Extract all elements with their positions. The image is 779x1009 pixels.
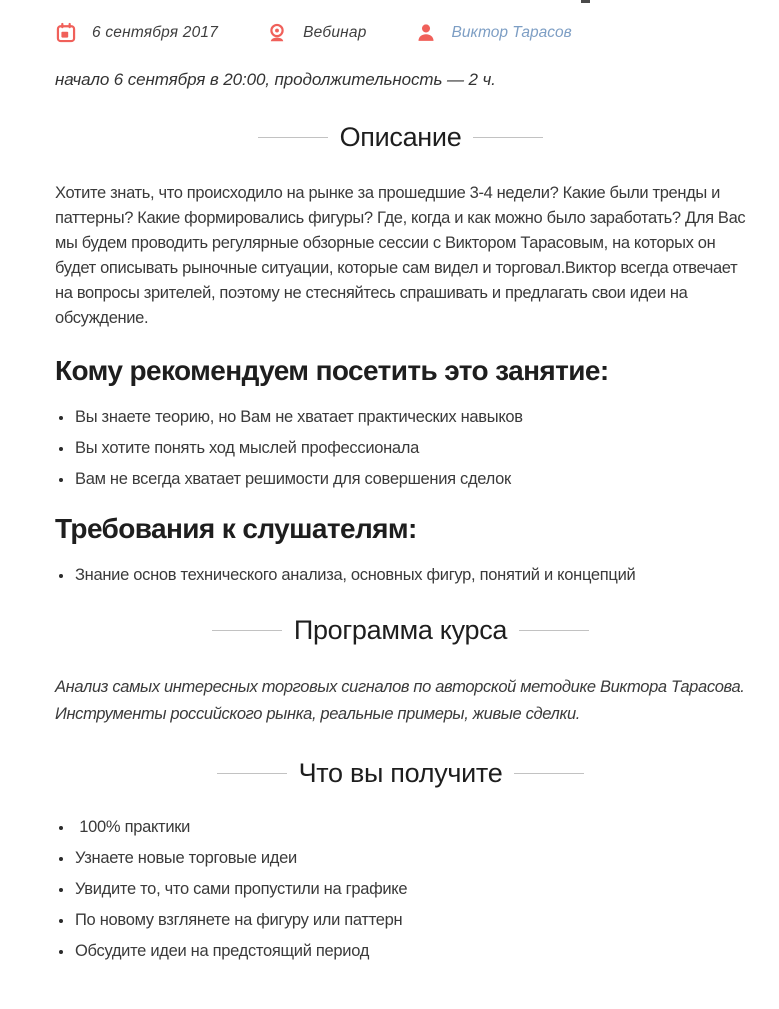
list-item: • Обсудите идеи на предстоящий период: [74, 941, 746, 961]
list-item: • Вы хотите понять ход мыслей профессионала: [74, 438, 746, 458]
divider-line-right: [473, 137, 543, 138]
requirements-heading: Требования к слушателям:: [55, 513, 417, 544]
divider-line-left: [217, 773, 287, 774]
divider-line-right: [519, 630, 589, 631]
divider-line-left: [258, 137, 328, 138]
event-date-label: 6 сентября 2017: [92, 24, 219, 41]
list-item: • 100% практики: [74, 817, 746, 837]
author-link[interactable]: Виктор Тарасов: [451, 24, 572, 41]
audience-heading: Кому рекомендуем посетить это занятие:: [55, 355, 609, 386]
webcam-icon: [266, 22, 288, 44]
event-format: [266, 22, 366, 44]
requirements-list: [55, 565, 746, 585]
program-text: Анализ самых интересных торговых сигналов по авторской методике Виктора Тарасова. Инструменты российского рынка, реальные примеры, живые сделки.: [55, 678, 745, 723]
benefits-title: Что вы получите: [298, 758, 503, 788]
audience-list: [55, 407, 746, 489]
list-item: • Знание основ технического анализа, основных фигур, понятий и концепций: [74, 565, 746, 585]
schedule-line: начало 6 сентября в 20:00, продолжительность — 2 ч.: [55, 70, 496, 89]
list-item: • Увидите то, что сами пропустили на графике: [74, 879, 746, 899]
event-date: [55, 22, 218, 44]
divider-line-left: [212, 630, 282, 631]
calendar-icon: [55, 22, 77, 44]
cropped-text-remnant: [581, 0, 590, 3]
person-icon: [415, 22, 437, 44]
section-title-benefits: [55, 758, 746, 789]
description-text: Хотите знать, что происходило на рынке за прошедшие 3-4 недели? Какие были тренды и паттерны? Какие формировались фигуры? Где, когда и как можно было заработать? Для Вас мы будем проводить регулярные обзорные сессии с Виктором Тарасовым, на которых он будет описывать рыночные ситуации, которые сам видел и торговал.Виктор всегда отвечает на вопросы зрителей, поэтому не стесняйтесь спрашивать и предлагать свои идеи на обсуждение.: [55, 184, 746, 327]
event-format-label: Вебинар: [303, 24, 367, 41]
benefits-list: [55, 817, 746, 961]
list-item: • Вы знаете теорию, но Вам не хватает практических навыков: [74, 407, 746, 427]
event-author: [415, 22, 572, 44]
list-item: • Вам не всегда хватает решимости для совершения сделок: [74, 469, 746, 489]
program-title: Программа курса: [293, 615, 508, 645]
section-title-program: [55, 615, 746, 646]
list-item: • По новому взглянете на фигуру или паттерн: [74, 910, 746, 930]
event-meta-row: [55, 22, 746, 44]
description-title: Описание: [339, 122, 462, 152]
divider-line-right: [514, 773, 584, 774]
section-title-description: [55, 122, 746, 153]
list-item: • Узнаете новые торговые идеи: [74, 848, 746, 868]
